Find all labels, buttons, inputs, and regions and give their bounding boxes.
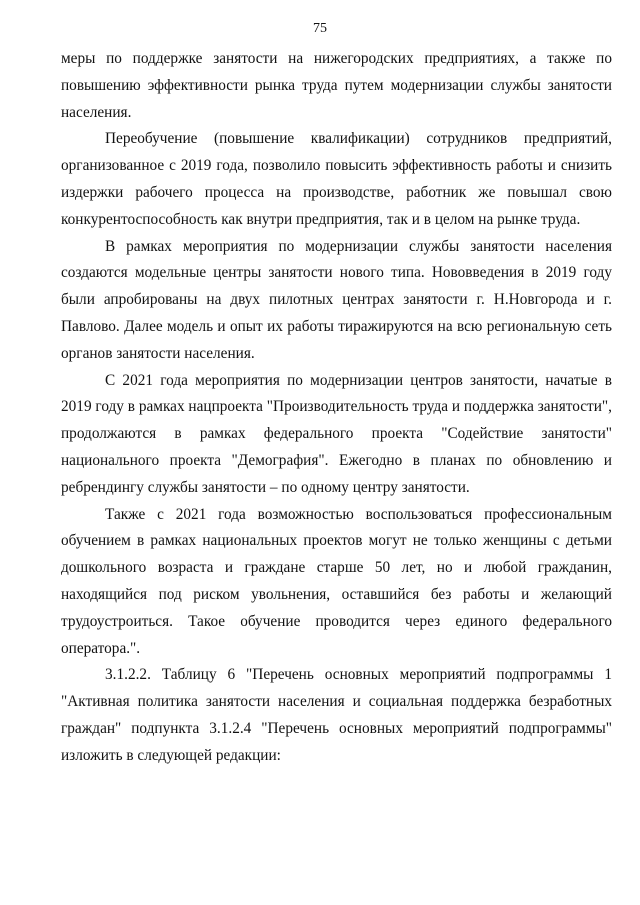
paragraph-continuation: меры по поддержке занятости на нижегородских предприятиях, а также по повышению эффективности рынка труда путем модернизации службы занятости населения. xyxy=(61,50,612,121)
paragraph-model-centers: В рамках мероприятия по модернизации службы занятости населения создаются модельные центры занятости нового типа. Нововведения в 2019 году были апробированы на двух пилотных центрах занятости г. Н.Новгорода и г. Павлово. Далее модель и опыт их работы тиражируются на всю региональную сеть органов занятости населения. xyxy=(61,237,612,362)
paragraph-retraining: Переобучение (повышение квалификации) сотрудников предприятий, организованное с 2019 года, позволило повысить эффективность работы и снизить издержки рабочего процесса на производстве, работник же повышал свою конкурентоспособность как внутри предприятия, так и в целом на рынке труда. xyxy=(61,130,612,228)
page-number: 75 xyxy=(313,21,327,36)
paragraph-table-amendment: 3.1.2.2. Таблицу 6 "Перечень основных мероприятий подпрограммы 1 "Активная политика занятости населения и социальная поддержка безработных граждан" подпункта 3.1.2.4 "Перечень основных мероприятий подпрограммы" изложить в следующей редакции: xyxy=(61,666,612,764)
body-text xyxy=(61,46,612,770)
paragraph-modernization-2021: С 2021 года мероприятия по модернизации центров занятости, начатые в 2019 году в рамках нацпроекта "Производительность труда и поддержка занятости", продолжаются в рамках федерального проекта "Содействие занятости" национального проекта "Демография". Ежегодно в планах по обновлению и ребрендингу службы занятости – по одному центру занятости. xyxy=(61,371,612,496)
paragraph-training-access: Также с 2021 года возможностью воспользоваться профессиональным обучением в рамках национальных проектов могут не только женщины с детьми дошкольного возраста и граждане старше 50 лет, но и любой гражданин, находящийся под риском увольнения, оставшийся без работы и желающий трудоустроиться. Такое обучение проводится через единого федерального оператора.". xyxy=(61,505,612,657)
